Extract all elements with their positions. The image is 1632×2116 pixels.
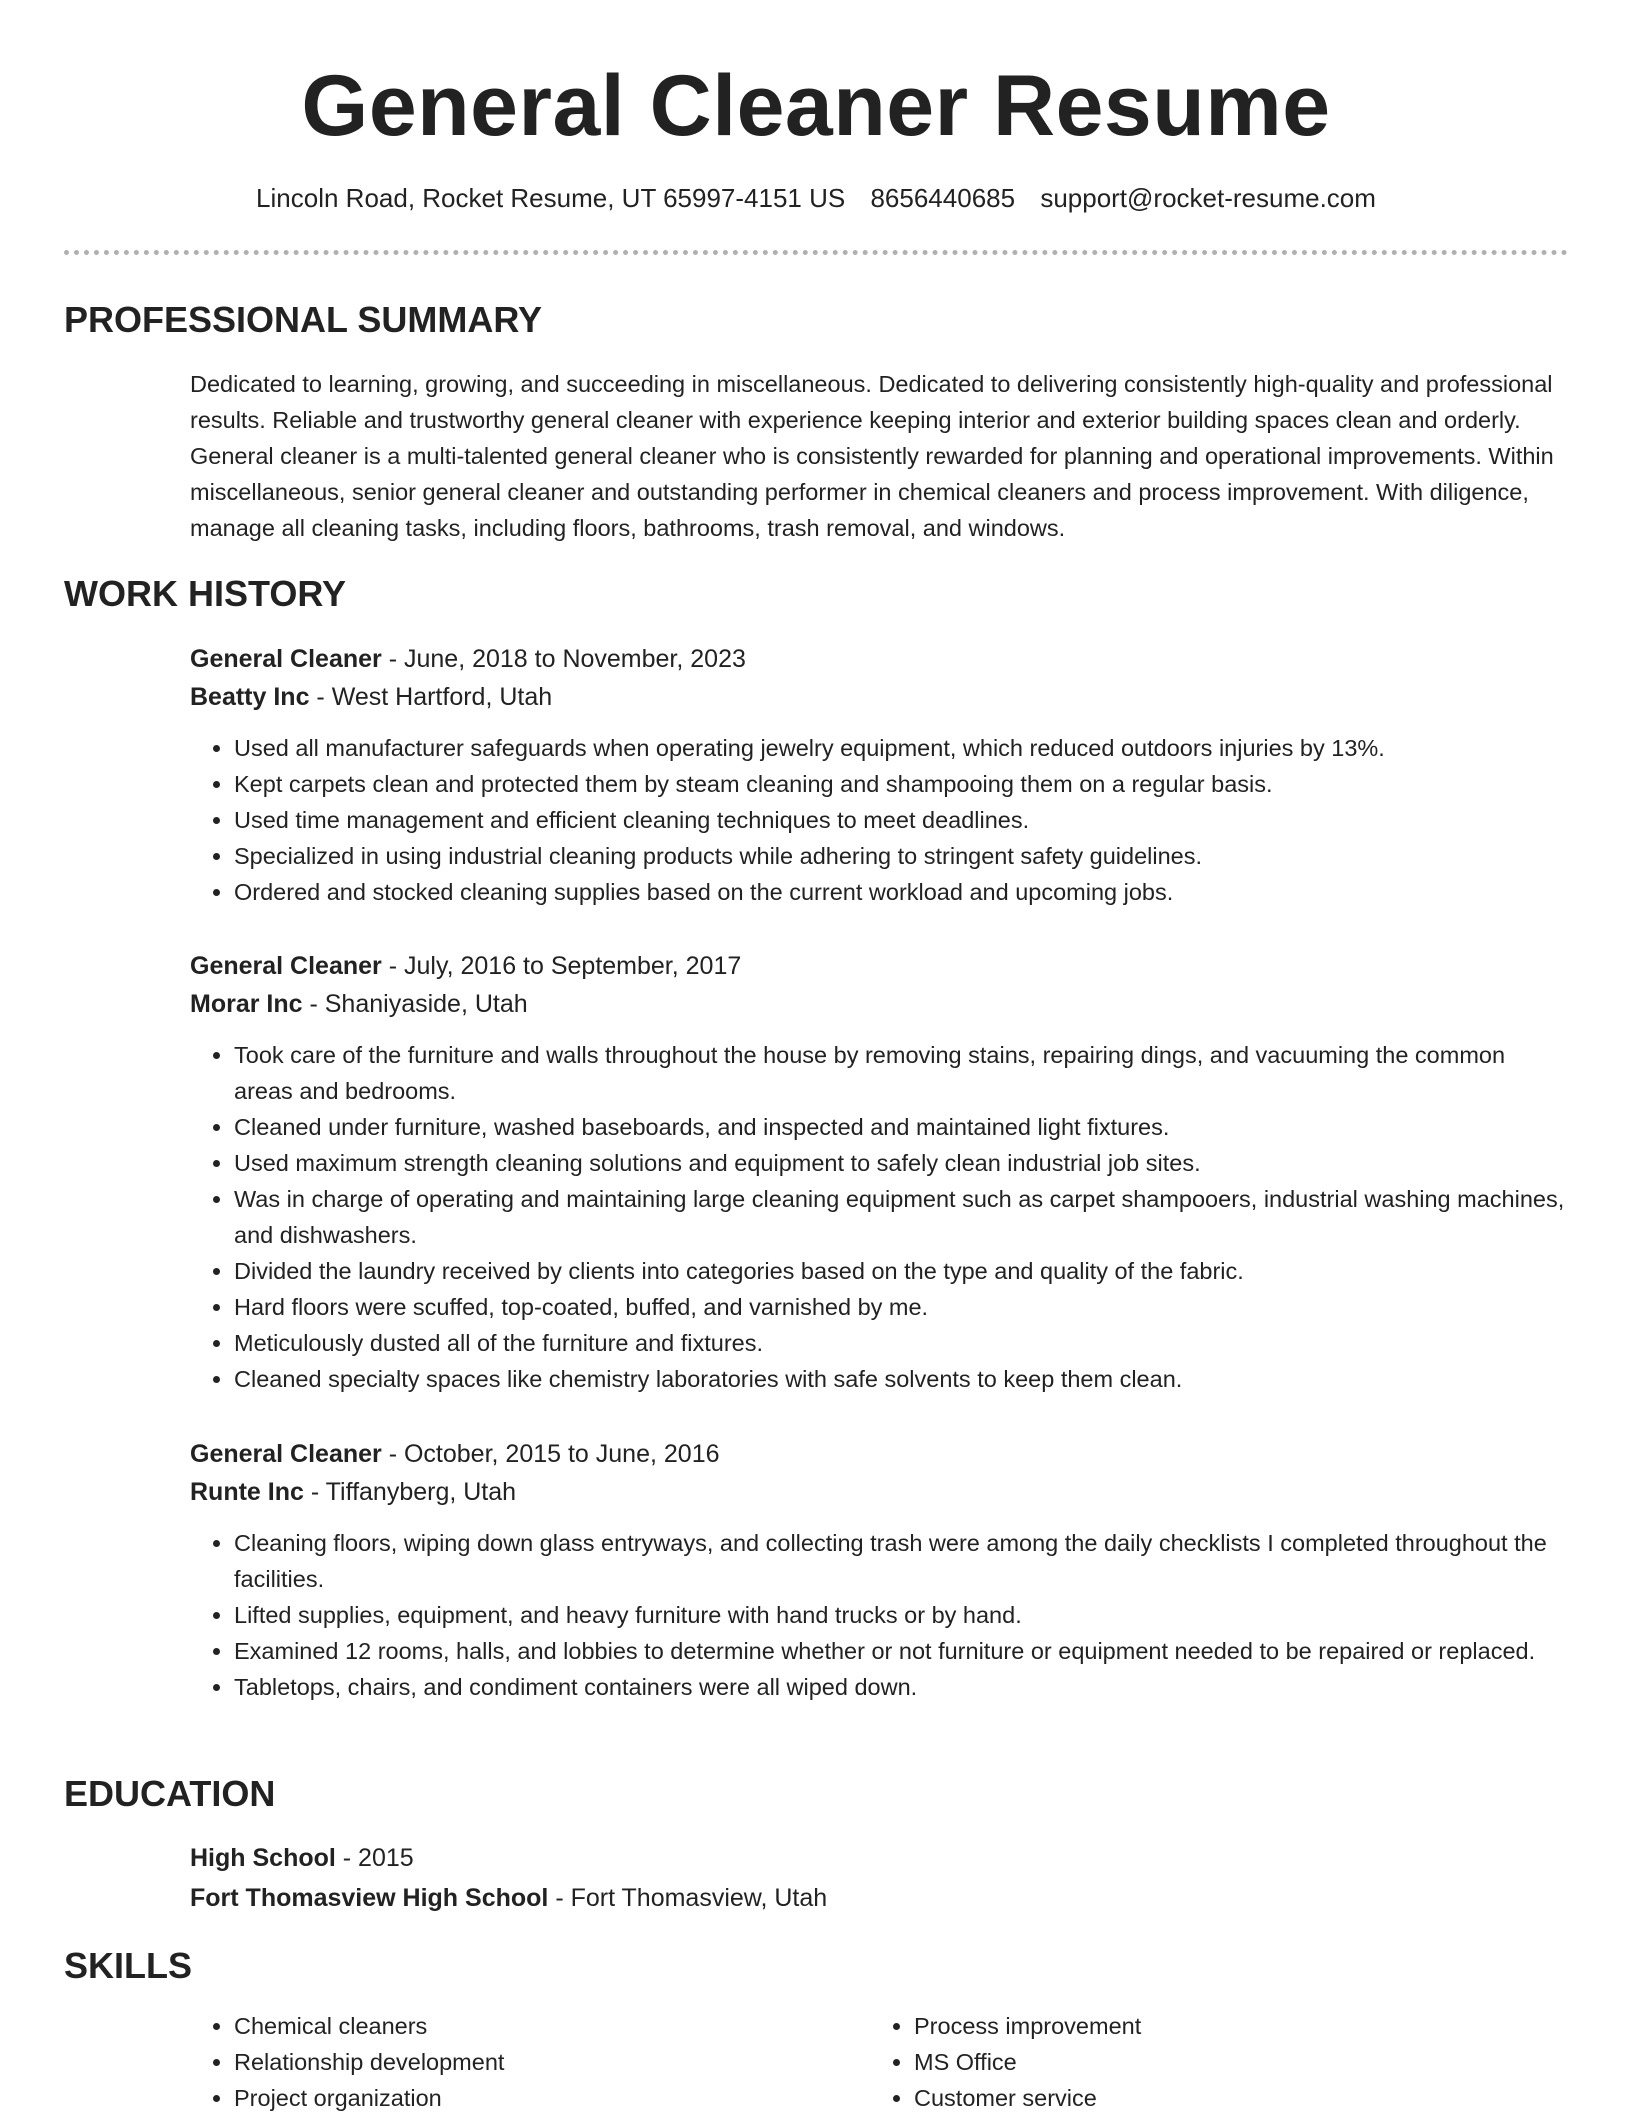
job-title: General Cleaner — [190, 1440, 382, 1468]
education-heading: EDUCATION — [64, 1773, 276, 1814]
list-item: • Ordered and stocked cleaning supplies based on the current workload and upcoming jobs. — [234, 874, 1570, 910]
job-bullets — [190, 730, 1570, 910]
skill-item: • MS Office — [914, 2044, 1550, 2080]
contact-email: support@rocket-resume.com — [1040, 183, 1376, 213]
list-item: • Tabletops, chairs, and condiment containers were all wiped down. — [234, 1669, 1570, 1705]
list-item: • Examined 12 rooms, halls, and lobbies to determine whether or not furniture or equipment needed to be repaired or replaced. — [234, 1633, 1570, 1669]
work-history-heading: WORK HISTORY — [64, 573, 347, 614]
skill-item: • Process improvement — [914, 2008, 1550, 2044]
list-item: • Took care of the furniture and walls throughout the house by removing stains, repairing dings, and vacuuming the common areas and bedrooms. — [234, 1037, 1570, 1109]
education-school: Fort Thomasview High School — [190, 1884, 549, 1912]
education-degree: High School — [190, 1844, 336, 1872]
list-item: • Used time management and efficient cleaning techniques to meet deadlines. — [234, 802, 1570, 838]
skill-item: • Relationship development — [234, 2044, 870, 2080]
job-title-line — [190, 947, 1570, 985]
job-company-line — [190, 1473, 1570, 1511]
list-item: • Hard floors were scuffed, top-coated, buffed, and varnished by me. — [234, 1289, 1570, 1325]
list-item: • Used all manufacturer safeguards when operating jewelry equipment, which reduced outdoors injuries by 13%. — [234, 730, 1570, 766]
list-item: • Used maximum strength cleaning solutions and equipment to safely clean industrial job sites. — [234, 1145, 1570, 1181]
job-company-line — [190, 678, 1570, 716]
skills-heading: SKILLS — [64, 1945, 193, 1986]
list-item: • Cleaned under furniture, washed baseboards, and inspected and maintained light fixtures. — [234, 1109, 1570, 1145]
contact-line — [0, 180, 1632, 216]
job-company: Morar Inc — [190, 990, 303, 1018]
job-title-line — [190, 640, 1570, 678]
list-item: • Cleaning floors, wiping down glass entryways, and collecting trash were among the daily checklists I completed throughout the facilities. — [234, 1525, 1570, 1597]
job-location: - Shaniyaside, Utah — [302, 990, 528, 1018]
list-item: • Cleaned specialty spaces like chemistry laboratories with safe solvents to keep them clean. — [234, 1361, 1570, 1397]
job-bullets — [190, 1525, 1570, 1705]
list-item: • Lifted supplies, equipment, and heavy furniture with hand trucks or by hand. — [234, 1597, 1570, 1633]
list-item: • Divided the laundry received by clients into categories based on the type and quality of the fabric. — [234, 1253, 1570, 1289]
job-location: - West Hartford, Utah — [309, 683, 553, 711]
list-item: • Kept carpets clean and protected them by steam cleaning and shampooing them on a regular basis. — [234, 766, 1570, 802]
job-company: Beatty Inc — [190, 683, 310, 711]
education-degree-line — [190, 1838, 1570, 1878]
job-title: General Cleaner — [190, 952, 382, 980]
job-bullets — [190, 1037, 1570, 1397]
education-entry — [190, 1838, 1570, 1918]
header-divider — [64, 250, 1568, 255]
job-location: - Tiffanyberg, Utah — [303, 1478, 517, 1506]
list-item: • Specialized in using industrial cleaning products while adhering to stringent safety guidelines. — [234, 838, 1570, 874]
resume-title: General Cleaner Resume — [301, 58, 1331, 154]
job-entry — [190, 1435, 1570, 1705]
contact-address: Lincoln Road, Rocket Resume, UT 65997-4151 US — [256, 183, 846, 213]
skill-item: • Chemical cleaners — [234, 2008, 870, 2044]
job-title-line — [190, 1435, 1570, 1473]
skills-list — [190, 2008, 1570, 2116]
job-dates: - July, 2016 to September, 2017 — [381, 952, 742, 980]
skill-item: • Project organization — [234, 2080, 870, 2116]
job-title: General Cleaner — [190, 645, 382, 673]
skill-item: • Customer service — [914, 2080, 1550, 2116]
job-entry — [190, 640, 1570, 910]
job-company: Runte Inc — [190, 1478, 304, 1506]
summary-heading: PROFESSIONAL SUMMARY — [64, 299, 543, 340]
job-company-line — [190, 985, 1570, 1023]
skills-column-right — [870, 2008, 1550, 2116]
contact-phone: 8656440685 — [870, 183, 1016, 213]
job-dates: - June, 2018 to November, 2023 — [381, 645, 746, 673]
list-item: • Was in charge of operating and maintaining large cleaning equipment such as carpet shampooers, industrial washing machines, and dishwashers. — [234, 1181, 1570, 1253]
summary-text: Dedicated to learning, growing, and succeeding in miscellaneous. Dedicated to delivering consistently high-quality and professional results. Reliable and trustworthy general cleaner with experience keeping interior and exterior building spaces clean and orderly. General cleaner is a multi-talented general cleaner who is consistently rewarded for planning and operational improvements. Within miscellaneous, senior general cleaner and outstanding performer in chemical cleaners and process improvement. With diligence, manage all cleaning tasks, including floors, bathrooms, trash removal, and windows. — [190, 371, 1554, 541]
job-dates: - October, 2015 to June, 2016 — [381, 1440, 720, 1468]
education-school-line — [190, 1878, 1570, 1918]
skills-column-left — [190, 2008, 870, 2116]
education-location: - Fort Thomasview, Utah — [548, 1884, 828, 1912]
job-entry — [190, 947, 1570, 1397]
education-year: - 2015 — [335, 1844, 414, 1872]
list-item: • Meticulously dusted all of the furniture and fixtures. — [234, 1325, 1570, 1361]
